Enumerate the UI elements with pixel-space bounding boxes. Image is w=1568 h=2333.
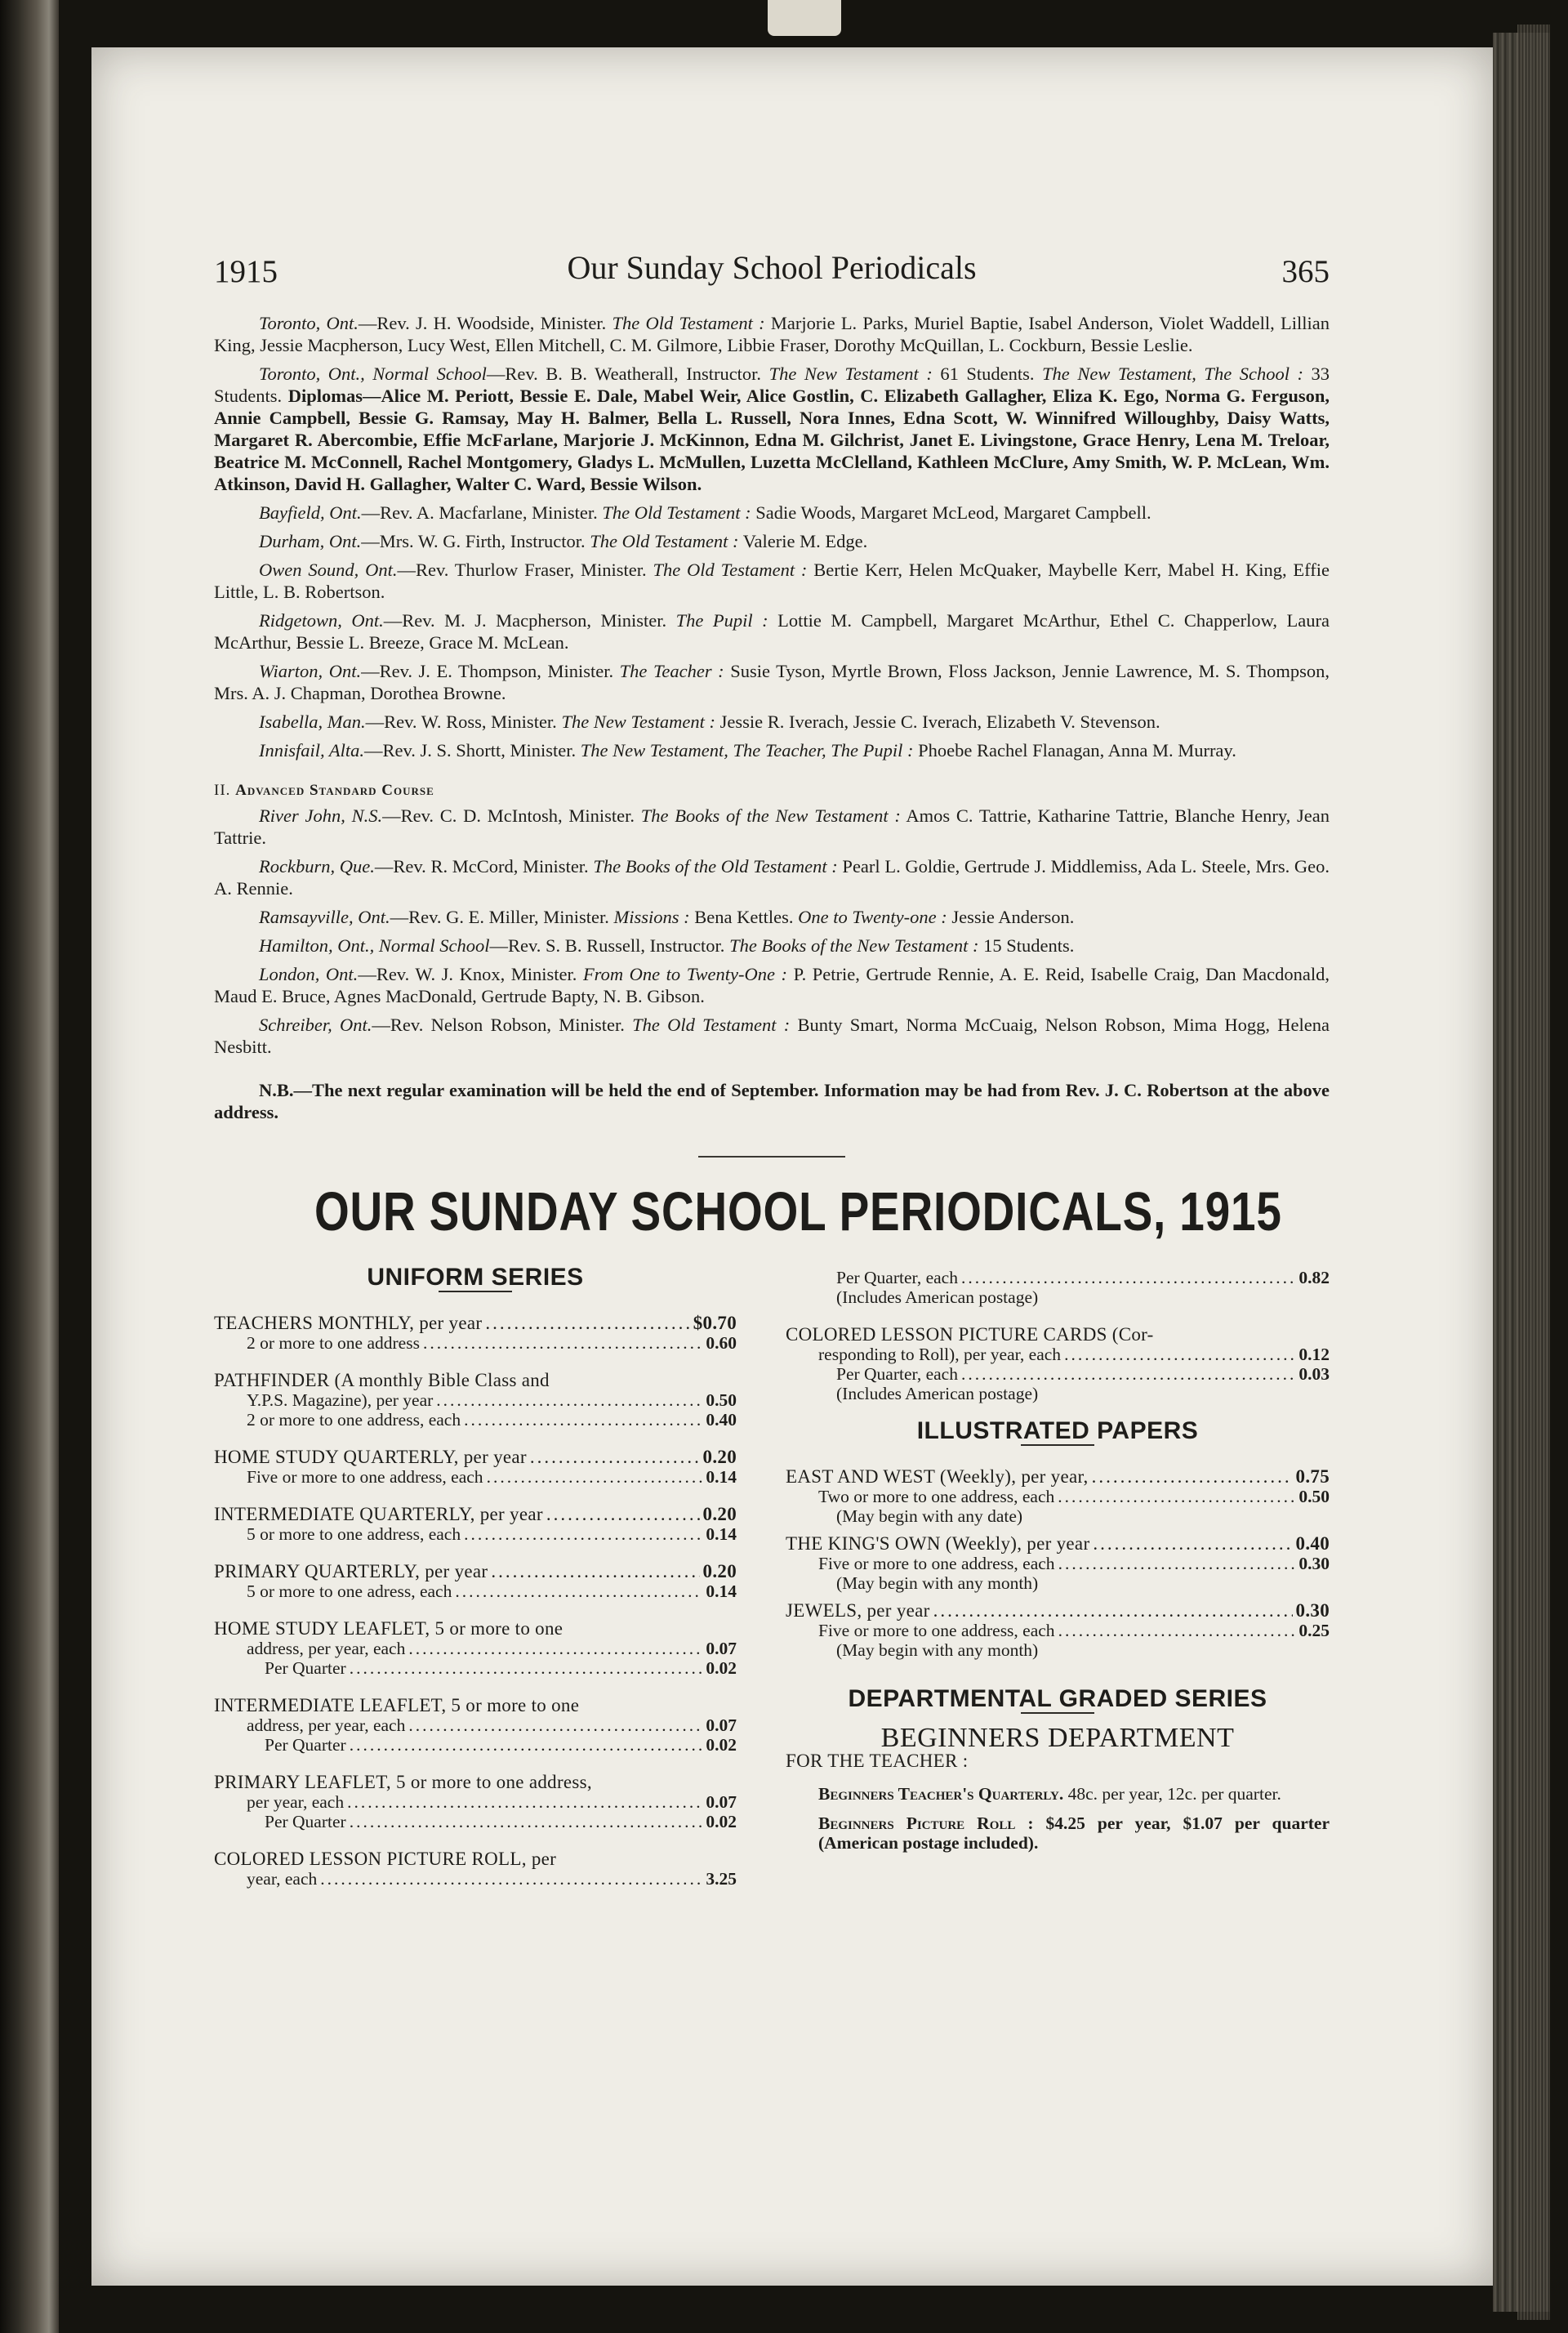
price-item: HOME STUDY LEAFLET, 5 or more to one address, per year, each ..... 0.07 Per Quarter ..... 0.02: [214, 1619, 737, 1678]
running-head-year: 1915: [214, 254, 278, 289]
entry: Toronto, Ont.—Rev. J. H. Woodside, Minister. The Old Testament : Marjorie L. Parks, Muriel Baptie, Isabel Anderson, Violet Waddell, Lillian King, Jessie Macpherson, Lucy West, Ellen Mitchell, C. M. Gilmore, Libbie Fraser, Dorothy McQuillan, L. Cockburn, Bessie Leslie.: [214, 313, 1330, 355]
entry: London, Ont.—Rev. W. J. Knox, Minister. From One to Twenty-One : P. Petrie, Gertrude Rennie, A. E. Reid, Isabelle Craig, Dan Macdonald, Maud E. Bruce, Agnes MacDonald, Gertrude Bapty, N. B. Gibson.: [214, 964, 1330, 1006]
entry: River John, N.S.—Rev. C. D. McIntosh, Minister. The Books of the New Testament : Amos C. Tattrie, Katharine Tattrie, Blanche Henry, Jean Tattrie.: [214, 805, 1330, 848]
entry: Durham, Ont.—Mrs. W. G. Firth, Instructor. The Old Testament : Valerie M. Edge.: [259, 531, 868, 551]
for-teacher-label: FOR THE TEACHER :: [786, 1751, 969, 1771]
running-head-title: Our Sunday School Periodicals: [567, 249, 977, 286]
price-item: INTERMEDIATE QUARTERLY, per year ..... 0.20 5 or more to one address, each ..... 0.14: [214, 1505, 737, 1544]
entry: Schreiber, Ont.—Rev. Nelson Robson, Minister. The Old Testament : Bunty Smart, Norma McCuaig, Nelson Robson, Mima Hogg, Helena Nesbitt.: [214, 1015, 1330, 1057]
entry: Ramsayville, Ont.—Rev. G. E. Miller, Minister. Missions : Bena Kettles. One to Twenty-one : Jessie Anderson.: [259, 907, 1075, 927]
page-number: 365: [1281, 254, 1330, 289]
periodicals-title: OUR SUNDAY SCHOOL PERIODICALS, 1915: [314, 1181, 1282, 1242]
price-item: JEWELS, per year ..... 0.30 Five or more to one address, each ..... 0.25 (May begin with any month): [786, 1601, 1330, 1660]
price-item: INTERMEDIATE LEAFLET, 5 or more to one address, per year, each ..... 0.07 Per Quarter ..... 0.02: [214, 1696, 737, 1755]
uniform-series-title: UNIFORM SERIES: [367, 1264, 584, 1291]
price-item: PRIMARY QUARTERLY, per year ..... 0.20 5 or more to one adress, each ..... 0.14: [214, 1562, 737, 1601]
price-item: THE KING'S OWN (Weekly), per year ..... 0.40 Five or more to one address, each ..... 0.30 (May begin with any month): [786, 1534, 1330, 1593]
entry: Ridgetown, Ont.—Rev. M. J. Macpherson, Minister. The Pupil : Lottie M. Campbell, Margaret McArthur, Ethel C. Chapperlow, Laura McArthur, Bessie L. Breeze, Grace M. McLean.: [214, 610, 1330, 653]
beginners-title: BEGINNERS DEPARTMENT: [880, 1723, 1235, 1753]
entry: Owen Sound, Ont.—Rev. Thurlow Fraser, Minister. The Old Testament : Bertie Kerr, Helen McQuaker, Maybelle Kerr, Mabel H. King, Effie Little, L. B. Robertson.: [214, 560, 1330, 602]
departmental-title: DEPARTMENTAL GRADED SERIES: [848, 1685, 1267, 1712]
price-item: COLORED LESSON PICTURE ROLL, per year, each ..... 3.25: [214, 1849, 737, 1889]
course-heading: II. Advanced Standard Course: [214, 782, 434, 799]
entry: Isabella, Man.—Rev. W. Ross, Minister. The New Testament : Jessie R. Iverach, Jessie C. Iverach, Elizabeth V. Stevenson.: [259, 711, 1160, 732]
beginners-item: Beginners Teacher's Quarterly. 48c. per year, 12c. per quarter.: [818, 1784, 1281, 1804]
entry: Rockburn, Que.—Rev. R. McCord, Minister. The Books of the Old Testament : Pearl L. Goldie, Gertrude J. Middlemiss, Ada L. Steele, Mrs. Geo. A. Rennie.: [214, 856, 1330, 899]
illustrated-papers-title: ILLUSTRATED PAPERS: [916, 1417, 1199, 1444]
book-spine-left: [0, 0, 59, 2333]
page-top-tab: [768, 0, 841, 36]
title-rule: [439, 1291, 512, 1292]
price-item: Per Quarter, each ..... 0.82 (Includes American postage): [786, 1268, 1330, 1307]
page-content: [214, 245, 1330, 1987]
price-item: EAST AND WEST (Weekly), per year, ..... 0.75 Two or more to one address, each ..... 0.50 (May begin with any date): [786, 1467, 1330, 1526]
beginners-item: Beginners Picture Roll : $4.25 per year, $1.07 per quarter (American postage included).: [818, 1813, 1330, 1853]
exam-results: [214, 312, 1330, 1123]
price-item: COLORED LESSON PICTURE CARDS (Cor- responding to Roll), per year, each ..... 0.12 Per Quarter, each ..... 0.03 (Includes American postage): [786, 1325, 1330, 1403]
right-price-column: [786, 1268, 1330, 1853]
price-item: PATHFINDER (A monthly Bible Class and Y.P.S. Magazine), per year ..... 0.50 2 or more to one address, each ..... 0.40: [214, 1371, 737, 1430]
section-divider: [698, 1156, 845, 1158]
entry: Wiarton, Ont.—Rev. J. E. Thompson, Minister. The Teacher : Susie Tyson, Myrtle Brown, Floss Jackson, Jennie Lawrence, M. S. Thompson, Mrs. A. J. Chapman, Dorothea Browne.: [214, 661, 1330, 703]
entry: Toronto, Ont., Normal School—Rev. B. B. Weatherall, Instructor. The New Testament : 61 Students. The New Testament, The School : 33 Students. Diplomas—Alice M. Periott, Bessie E. Dale, Mabel Weir, Alice Gostlin, C. Elizabeth Gallagher, Eliza K. Ego, Norma G. Ferguson, Annie Campbell, Bessie G. Ramsay, May H. Balmer, Bella L. Russell, Nora Innes, Edna Scott, W. Winnifred Willoughby, Daisy Watts, Margaret R. Abercombie, Effie McFarlane, Marjorie J. McKinnon, Edna M. Gilchrist, Janet E. Livingstone, Grace Henry, Lena M. Treloar, Beatrice M. McConnell, Rachel Montgomery, Gladys L. McMullen, Luzetta McClelland, Kathleen McClure, Amy Smith, W. P. McLean, Wm. Atkinson, David H. Gallagher, Walter C. Ward, Bessie Wilson.: [214, 364, 1330, 494]
price-item: PRIMARY LEAFLET, 5 or more to one address, per year, each ..... 0.07 Per Quarter ..... 0.02: [214, 1773, 737, 1831]
entry: Bayfield, Ont.—Rev. A. Macfarlane, Minister. The Old Testament : Sadie Woods, Margaret McLeod, Margaret Campbell.: [259, 502, 1152, 523]
title-rule: [1021, 1444, 1094, 1446]
exam-note: N.B.—The next regular examination will be held the end of September. Information may be had from Rev. J. C. Robertson at the above address.: [214, 1080, 1330, 1122]
entry: Innisfail, Alta.—Rev. J. S. Shortt, Minister. The New Testament, The Teacher, The Pupil : Phoebe Rachel Flanagan, Anna M. Murray.: [259, 740, 1236, 761]
price-item: TEACHERS MONTHLY, per year ..... $0.70 2 or more to one address ..... 0.60: [214, 1314, 737, 1353]
title-rule: [1021, 1712, 1094, 1714]
book-edge-right-pages: [1517, 25, 1550, 2320]
uniform-series-column: [214, 1264, 737, 1907]
price-list: [214, 1264, 1330, 1987]
entry: Hamilton, Ont., Normal School—Rev. S. B. Russell, Instructor. The Books of the New Testament : 15 Students.: [259, 935, 1075, 956]
running-head: [214, 245, 1330, 294]
price-item: HOME STUDY QUARTERLY, per year ..... 0.20 Five or more to one address, each ..... 0.14: [214, 1448, 737, 1487]
